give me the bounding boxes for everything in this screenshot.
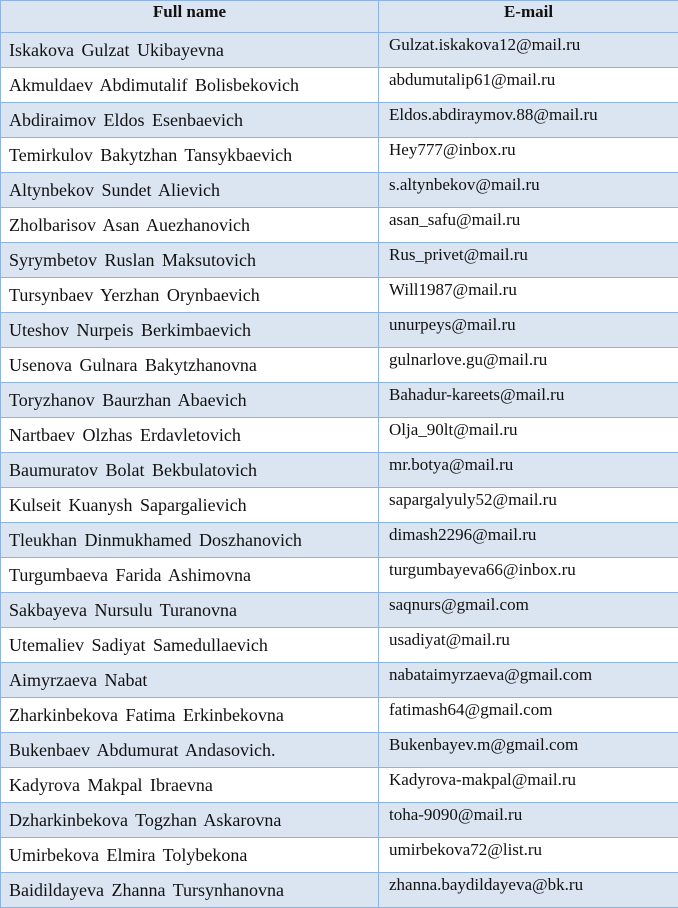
full-name-cell: Bukenbaev Abdumurat Andasovich. <box>1 733 379 768</box>
table-row <box>1 418 678 453</box>
email-cell: usadiyat@mail.ru <box>379 628 678 663</box>
table-row <box>1 383 678 418</box>
full-name-cell: Utemaliev Sadiyat Samedullaevich <box>1 628 379 663</box>
table-row <box>1 103 678 138</box>
table-row <box>1 873 678 908</box>
table-row <box>1 453 678 488</box>
email-cell: Bukenbayev.m@gmail.com <box>379 733 678 768</box>
email-cell: dimash2296@mail.ru <box>379 523 678 558</box>
table-row <box>1 173 678 208</box>
table-row <box>1 838 678 873</box>
full-name-cell: Iskakova Gulzat Ukibayevna <box>1 33 379 68</box>
email-cell: umirbekova72@list.ru <box>379 838 678 873</box>
email-cell: Rus_privet@mail.ru <box>379 243 678 278</box>
full-name-cell: Toryzhanov Baurzhan Abaevich <box>1 383 379 418</box>
email-cell: fatimash64@gmail.com <box>379 698 678 733</box>
table-row <box>1 488 678 523</box>
full-name-cell: Nartbaev Olzhas Erdavletovich <box>1 418 379 453</box>
table-header <box>1 1 678 33</box>
table-row <box>1 348 678 383</box>
full-name-cell: Tursynbaev Yerzhan Orynbaevich <box>1 278 379 313</box>
full-name-cell: Akmuldaev Abdimutalif Bolisbekovich <box>1 68 379 103</box>
table-row <box>1 68 678 103</box>
table-row <box>1 593 678 628</box>
full-name-cell: Syrymbetov Ruslan Maksutovich <box>1 243 379 278</box>
full-name-cell: Kulseit Kuanysh Sapargalievich <box>1 488 379 523</box>
email-cell: turgumbayeva66@inbox.ru <box>379 558 678 593</box>
email-cell: Olja_90lt@mail.ru <box>379 418 678 453</box>
table-row <box>1 523 678 558</box>
email-cell: zhanna.baydildayeva@bk.ru <box>379 873 678 908</box>
table-row <box>1 208 678 243</box>
table-row <box>1 698 678 733</box>
full-name-cell: Temirkulov Bakytzhan Tansykbaevich <box>1 138 379 173</box>
email-cell: saqnurs@gmail.com <box>379 593 678 628</box>
email-cell: Eldos.abdiraymov.88@mail.ru <box>379 103 678 138</box>
table-row <box>1 33 678 68</box>
full-name-cell: Altynbekov Sundet Alievich <box>1 173 379 208</box>
full-name-cell: Sakbayeva Nursulu Turanovna <box>1 593 379 628</box>
full-name-cell: Zharkinbekova Fatima Erkinbekovna <box>1 698 379 733</box>
email-cell: nabataimyrzaeva@gmail.com <box>379 663 678 698</box>
header-row <box>1 1 678 33</box>
table-row <box>1 733 678 768</box>
table-row <box>1 243 678 278</box>
full-name-cell: Turgumbaeva Farida Ashimovna <box>1 558 379 593</box>
table-row <box>1 278 678 313</box>
table-row <box>1 803 678 838</box>
header-full-name: Full name <box>1 1 379 33</box>
email-cell: abdumutalip61@mail.ru <box>379 68 678 103</box>
full-name-cell: Usenova Gulnara Bakytzhanovna <box>1 348 379 383</box>
email-cell: unurpeys@mail.ru <box>379 313 678 348</box>
table-row <box>1 768 678 803</box>
email-cell: toha-9090@mail.ru <box>379 803 678 838</box>
full-name-cell: Baumuratov Bolat Bekbulatovich <box>1 453 379 488</box>
email-cell: mr.botya@mail.ru <box>379 453 678 488</box>
email-cell: gulnarlove.gu@mail.ru <box>379 348 678 383</box>
table-row <box>1 138 678 173</box>
email-cell: sapargalyuly52@mail.ru <box>379 488 678 523</box>
full-name-cell: Uteshov Nurpeis Berkimbaevich <box>1 313 379 348</box>
email-cell: asan_safu@mail.ru <box>379 208 678 243</box>
full-name-cell: Baidildayeva Zhanna Tursynhanovna <box>1 873 379 908</box>
table-row <box>1 313 678 348</box>
full-name-cell: Dzharkinbekova Togzhan Askarovna <box>1 803 379 838</box>
table-row <box>1 558 678 593</box>
header-email: E-mail <box>379 1 678 33</box>
table-body <box>1 33 678 908</box>
email-cell: Bahadur-kareets@mail.ru <box>379 383 678 418</box>
full-name-cell: Zholbarisov Asan Auezhanovich <box>1 208 379 243</box>
full-name-cell: Abdiraimov Eldos Esenbaevich <box>1 103 379 138</box>
table-row <box>1 663 678 698</box>
full-name-cell: Umirbekova Elmira Tolybekona <box>1 838 379 873</box>
table-row <box>1 628 678 663</box>
email-cell: Will1987@mail.ru <box>379 278 678 313</box>
full-name-cell: Tleukhan Dinmukhamed Doszhanovich <box>1 523 379 558</box>
email-cell: s.altynbekov@mail.ru <box>379 173 678 208</box>
email-cell: Gulzat.iskakova12@mail.ru <box>379 33 678 68</box>
email-cell: Hey777@inbox.ru <box>379 138 678 173</box>
full-name-cell: Aimyrzaeva Nabat <box>1 663 379 698</box>
email-cell: Kadyrova-makpal@mail.ru <box>379 768 678 803</box>
full-name-cell: Kadyrova Makpal Ibraevna <box>1 768 379 803</box>
